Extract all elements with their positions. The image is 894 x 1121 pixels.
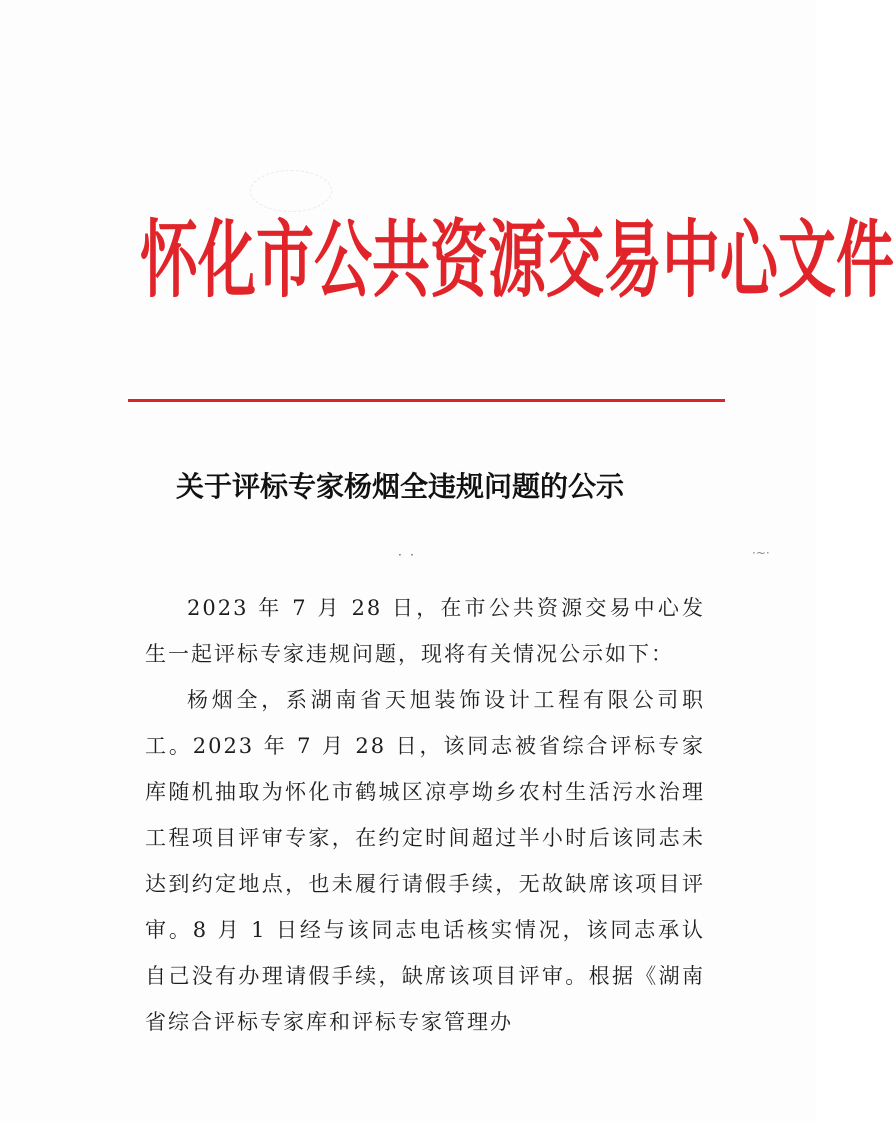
body-paragraph-2: 杨烟全，系湖南省天旭装饰设计工程有限公司职工。2023 年 7 月 28 日，该同志被省综合评标专家库随机抽取为怀化市鹤城区凉亭坳乡农村生活污水治理工程项目评审专家，在约定时间超过半小时后该同志未达到约定地点，也未履行请假手续，无故缺席该项目评审。8 月 1 日经与该同志电话核实情况，该同志承认自己没有办理请假手续，缺席该项目评审。根据《湖南省综合评标专家库和评标专家管理办 [145, 688, 705, 1034]
scan-speck: · [410, 548, 414, 562]
header-red-rule [128, 399, 725, 402]
document-body [145, 585, 705, 1045]
scan-speck: ·~· [752, 546, 770, 560]
document-title: 关于评标专家杨烟全违规问题的公示 [176, 470, 625, 503]
body-paragraph-1: 2023 年 7 月 28 日，在市公共资源交易中心发生一起评标专家违规问题，现将有关情况公示如下： [145, 596, 705, 666]
scan-speck: · [398, 548, 402, 562]
document-header-title: 怀化市公共资源交易中心文件 [140, 210, 894, 310]
